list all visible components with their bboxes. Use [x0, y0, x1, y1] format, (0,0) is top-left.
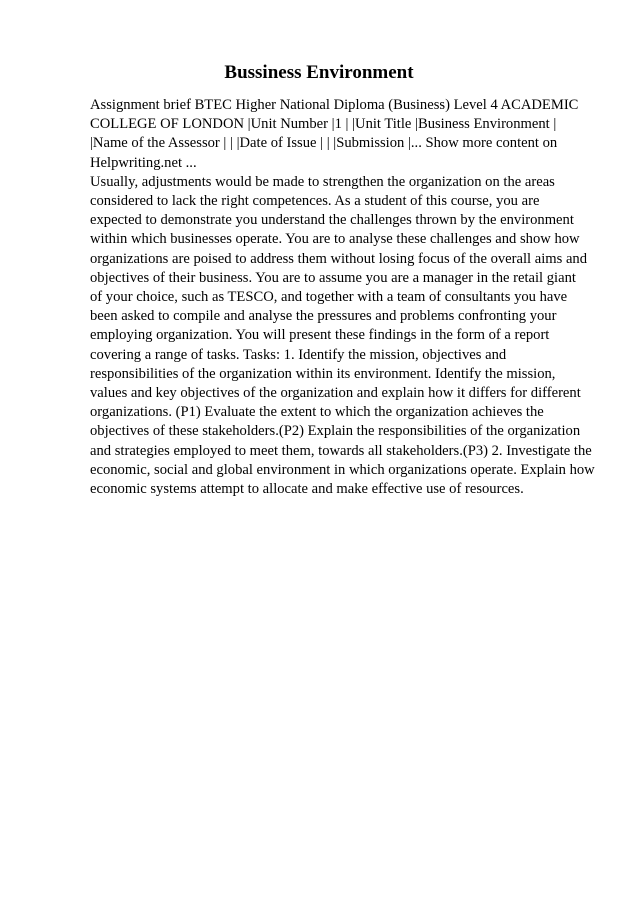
body-line: Usually, adjustments would be made to strengthen the organization on the areas [90, 173, 555, 190]
body-line: organizations are poised to address them without losing focus of the overall aims and [90, 250, 588, 267]
body-line: considered to lack the right competences. As a student of this course, you are [90, 193, 540, 210]
body-line: values and key objectives of the organization and explain how it differs for different [90, 385, 581, 402]
body-line: of your choice, such as TESCO, and together with a team of consultants you have [90, 289, 568, 306]
document-body [90, 96, 610, 499]
body-line: economic systems attempt to allocate and make effective use of resources. [90, 481, 524, 498]
body-line: responsibilities of the organization within its environment. Identify the mission, [90, 365, 556, 382]
body-line: objectives of their business. You are to assume you are a manager in the retail giant [90, 269, 576, 286]
body-line: economic, social and global environment in which organizations operate. Explain how [90, 461, 595, 478]
body-line: |Name of the Assessor | | |Date of Issue | | |Submission |... Show more content on [90, 135, 558, 152]
document-title: Bussiness Environment [224, 62, 414, 83]
body-line: expected to demonstrate you understand the challenges thrown by the environment [90, 212, 574, 229]
body-line: objectives of these stakeholders.(P2) Explain the responsibilities of the organization [90, 423, 581, 440]
body-line: within which businesses operate. You are to analyse these challenges and show how [90, 231, 580, 248]
body-line: organizations. (P1) Evaluate the extent to which the organization achieves the [90, 404, 544, 421]
body-line: COLLEGE OF LONDON |Unit Number |1 | |Unit Title |Business Environment | [90, 116, 557, 133]
body-line: covering a range of tasks. Tasks: 1. Identify the mission, objectives and [90, 346, 507, 363]
body-line: Helpwriting.net ... [90, 154, 197, 171]
body-line: and strategies employed to meet them, towards all stakeholders.(P3) 2. Investigate the [90, 442, 592, 459]
body-line: employing organization. You will present these findings in the form of a report [90, 327, 550, 344]
body-line: Assignment brief BTEC Higher National Diploma (Business) Level 4 ACADEMIC [90, 97, 579, 113]
body-line: been asked to compile and analyse the pressures and problems confronting your [90, 308, 557, 325]
